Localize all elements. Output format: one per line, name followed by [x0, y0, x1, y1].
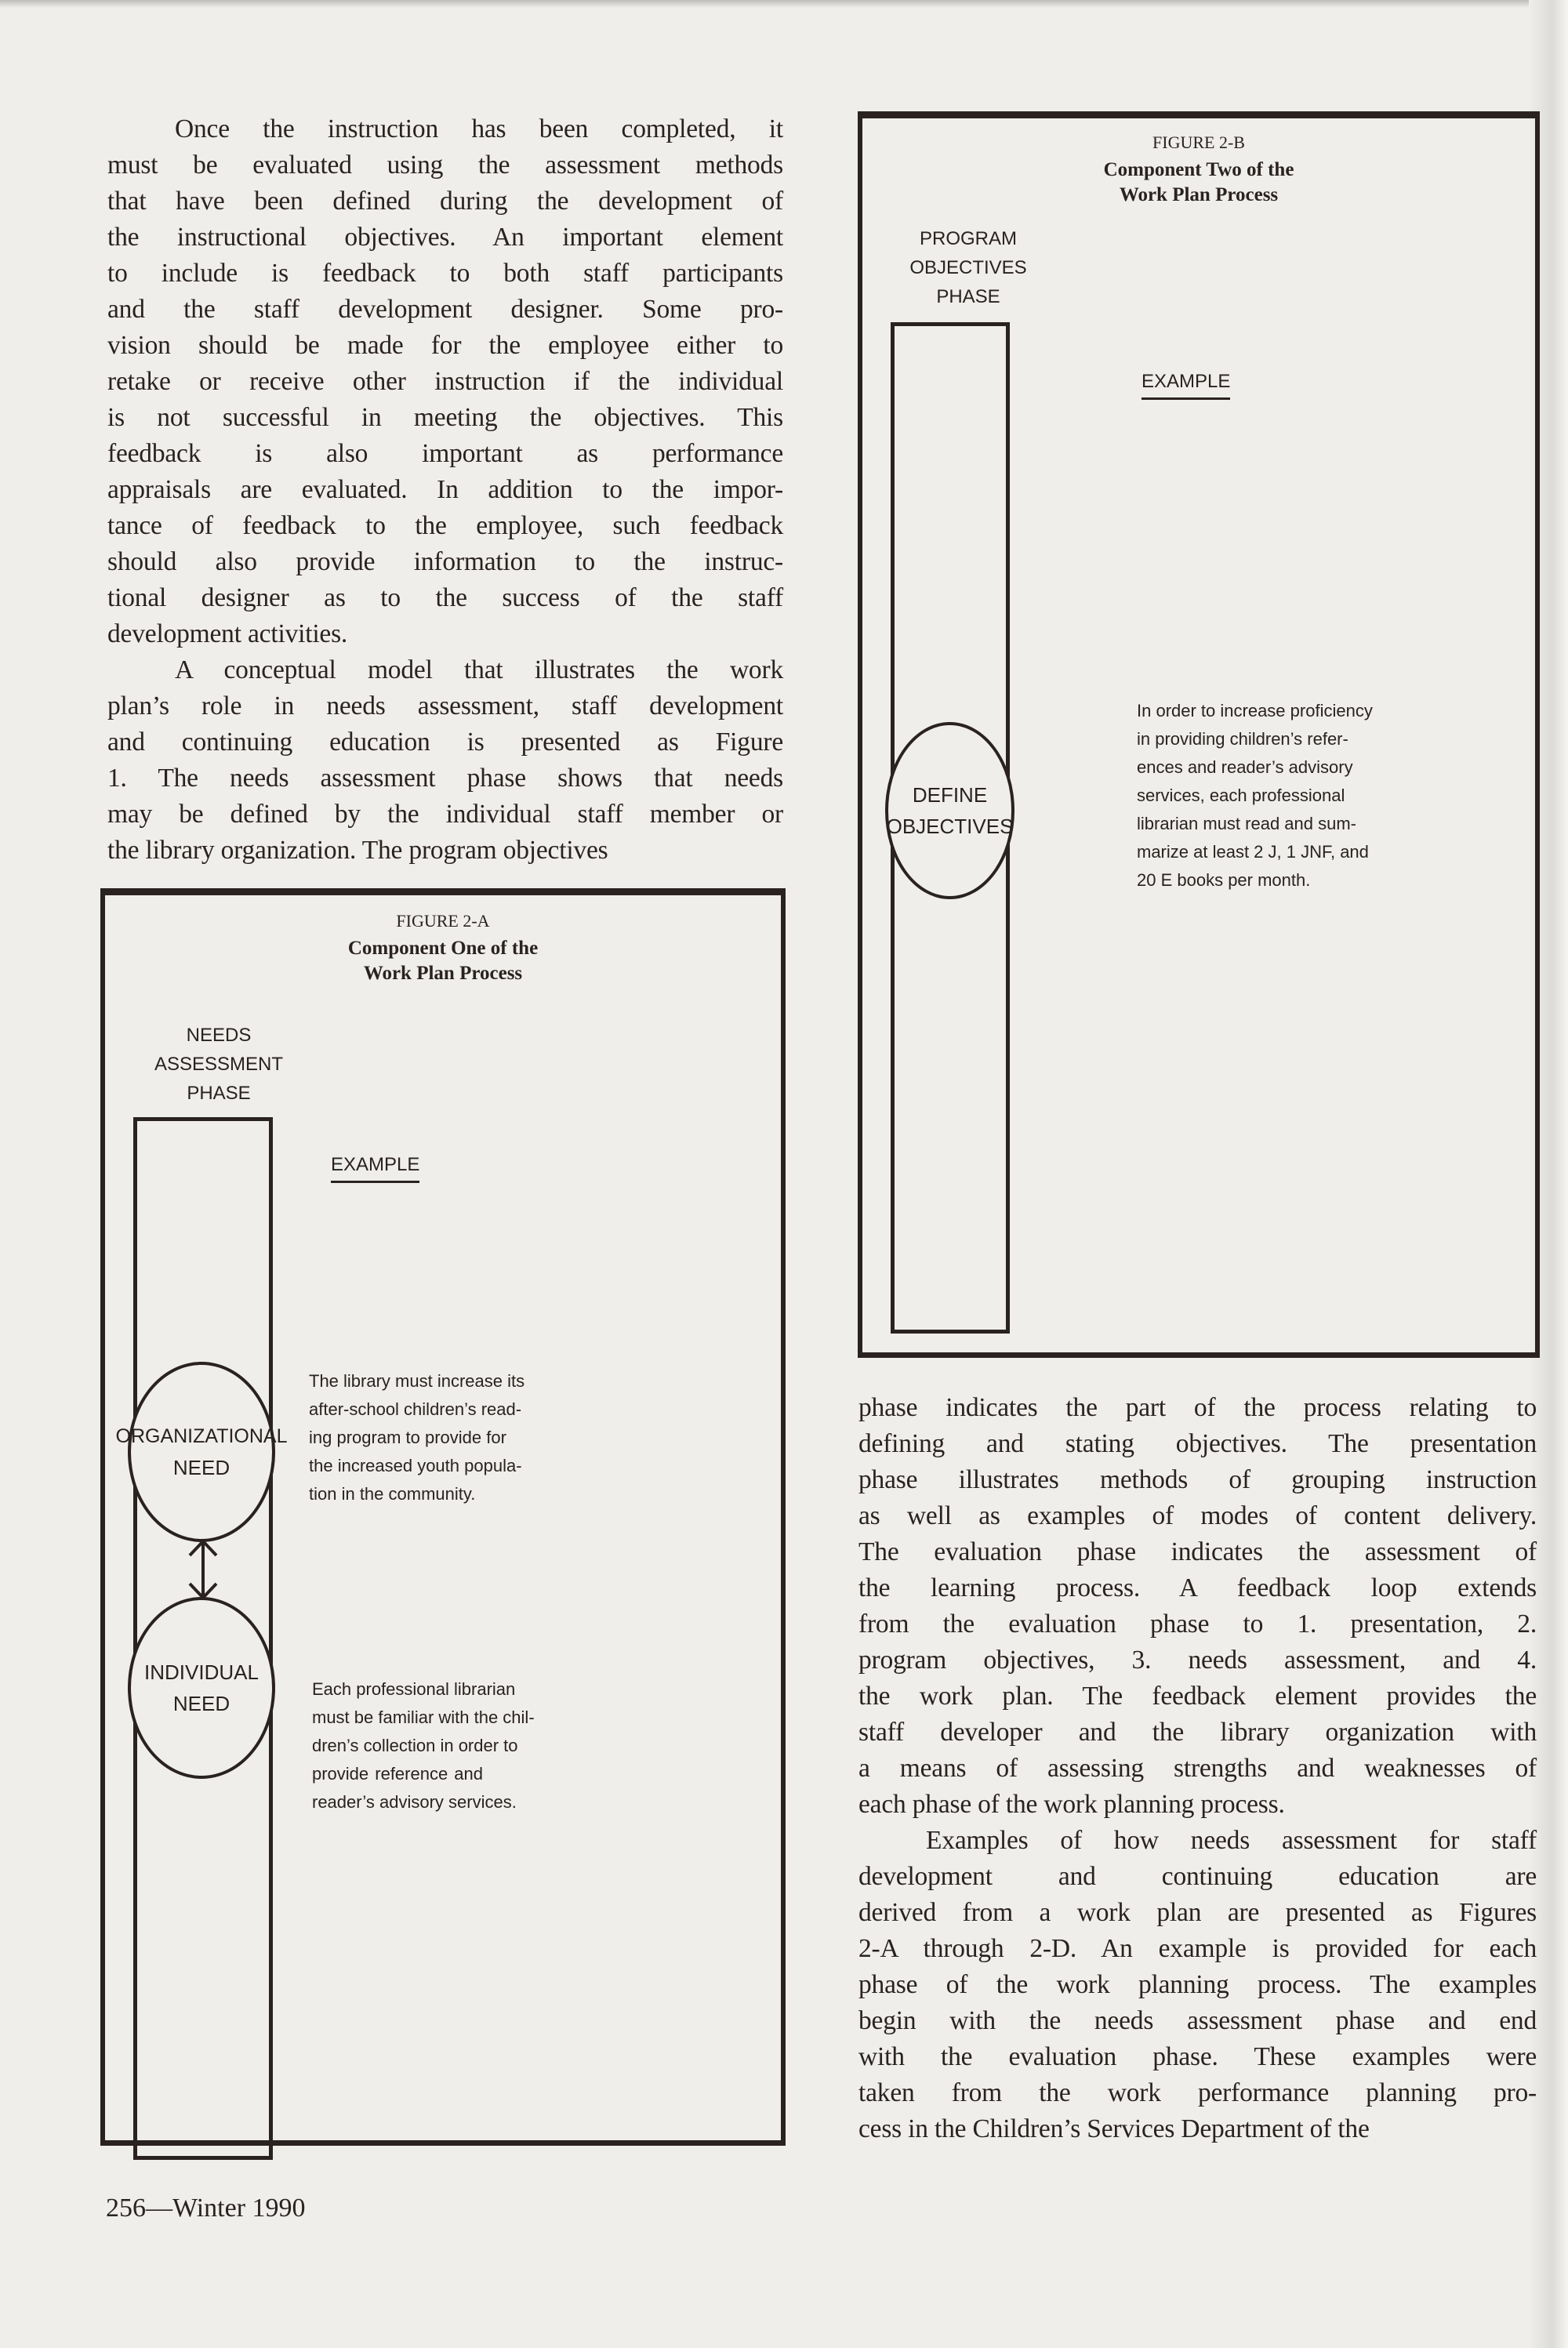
text-line: to include is feedback to both staff participants — [107, 259, 783, 288]
text-line: as well as examples of modes of content delivery. — [858, 1501, 1537, 1530]
text-line: feedback is also important as performance — [107, 439, 783, 468]
example-line: after-school children’s read- — [309, 1399, 522, 1419]
text-line: phase of the work planning process. The examples — [858, 1970, 1537, 1999]
text-line: vision should be made for the employee either to — [107, 331, 783, 360]
figure-2a — [100, 888, 786, 2146]
program-objectives-phase-label — [886, 224, 1051, 311]
figure-2a-title-line2: Work Plan Process — [363, 963, 523, 984]
text-line: tional designer as to the success of the staff — [107, 583, 783, 612]
paragraph — [107, 652, 783, 869]
phase-label-line: OBJECTIVES — [909, 257, 1027, 278]
text-line: each phase of the work planning process. — [858, 1790, 1285, 1819]
page-top-edge — [0, 0, 1568, 8]
organizational-need-circle — [115, 1362, 288, 1542]
phase-label-line: PROGRAM — [919, 228, 1017, 249]
circle-label-line: DEFINE — [912, 783, 988, 807]
paragraph — [858, 1390, 1537, 1823]
text-line: Once the instruction has been completed, it — [175, 114, 783, 143]
text-line: cess in the Children’s Services Department of the — [858, 2114, 1370, 2143]
text-line: phase indicates the part of the process relating to — [858, 1393, 1537, 1422]
example-line: provide reference and — [312, 1764, 483, 1784]
text-line: 2-A through 2-D. An example is provided for each — [858, 1934, 1537, 1963]
figure-2a-title-line1: Component One of the — [347, 938, 539, 959]
example-line: tion in the community. — [309, 1484, 476, 1504]
text-line: taken from the work performance planning pro- — [858, 2078, 1537, 2107]
text-line: 1. The needs assessment phase shows that needs — [107, 764, 783, 793]
figure-2b-title-line2: Work Plan Process — [1119, 184, 1279, 205]
text-line: plan’s role in needs assessment, staff development — [107, 691, 783, 720]
phase-label-line: PHASE — [187, 1083, 251, 1104]
text-line: that have been defined during the development of — [107, 187, 783, 216]
text-line: the instructional objectives. An important element — [107, 223, 783, 252]
figure-2b — [858, 111, 1540, 1358]
example-line: ing program to provide for — [309, 1428, 506, 1447]
left-column-text — [107, 111, 783, 869]
example-line: ences and reader’s advisory — [1137, 757, 1353, 777]
text-line: development and continuing education are — [858, 1862, 1537, 1891]
circle-label-line: NEED — [172, 1692, 230, 1715]
example-line: In order to increase proficiency — [1137, 701, 1373, 720]
page-footer: 256—Winter 1990 — [106, 2194, 306, 2223]
double-arrow-icon — [176, 1538, 230, 1601]
figure-2b-number: FIGURE 2-B — [1152, 132, 1245, 152]
text-line: begin with the needs assessment phase and end — [858, 2006, 1537, 2035]
text-line: the library organization. The program objectives — [107, 836, 608, 865]
example-line: must be familiar with the chil- — [312, 1707, 535, 1727]
text-line: should also provide information to the instruc- — [107, 547, 783, 576]
organizational-need-example — [309, 1367, 525, 1508]
circle-label-line: NEED — [172, 1456, 230, 1479]
figure-2b-title-line1: Component Two of the — [1103, 159, 1294, 180]
individual-need-example — [312, 1675, 535, 1816]
figure-2b-title — [862, 158, 1535, 208]
text-line: tance of feedback to the employee, such feedback — [107, 511, 783, 540]
phase-label-line: NEEDS — [186, 1025, 252, 1046]
example-line: services, each professional — [1137, 786, 1345, 805]
right-column-text — [858, 1390, 1537, 2147]
example-line: in providing children’s refer- — [1137, 729, 1348, 749]
example-line: 20 E books per month. — [1137, 870, 1311, 890]
figure-2a-title — [105, 936, 781, 986]
text-line: is not successful in meeting the objectives. This — [107, 403, 783, 432]
text-line: a means of assessing strengths and weaknesses of — [858, 1754, 1537, 1783]
text-line: derived from a work plan are presented as Figures — [858, 1898, 1537, 1927]
text-line: phase illustrates methods of grouping instruction — [858, 1465, 1537, 1494]
text-line: development activities. — [107, 619, 348, 648]
text-line: must be evaluated using the assessment methods — [107, 151, 783, 180]
individual-need-circle — [128, 1597, 275, 1779]
text-line: and the staff development designer. Some pro- — [107, 295, 783, 324]
example-line: reader’s advisory services. — [312, 1792, 517, 1812]
example-line: dren’s collection in order to — [312, 1736, 518, 1755]
text-line: defining and stating objectives. The presentation — [858, 1429, 1537, 1458]
phase-label-line: ASSESSMENT — [154, 1054, 284, 1075]
text-line: program objectives, 3. needs assessment, and 4. — [858, 1646, 1537, 1675]
text-line: may be defined by the individual staff member or — [107, 800, 783, 829]
define-objectives-circle — [885, 722, 1014, 899]
example-line: marize at least 2 J, 1 JNF, and — [1137, 842, 1369, 862]
text-line: with the evaluation phase. These examples were — [858, 2042, 1537, 2071]
figure-2a-example-heading: EXAMPLE — [331, 1154, 419, 1183]
text-line: the work plan. The feedback element provides the — [858, 1682, 1537, 1711]
text-line: appraisals are evaluated. In addition to the impor- — [107, 475, 783, 504]
text-line: and continuing education is presented as Figure — [107, 728, 783, 757]
text-line: from the evaluation phase to 1. presentation, 2. — [858, 1609, 1537, 1639]
text-line: Examples of how needs assessment for staff — [926, 1826, 1537, 1855]
figure-2a-number: FIGURE 2-A — [396, 911, 490, 931]
text-line: A conceptual model that illustrates the work — [175, 655, 783, 684]
example-line: The library must increase its — [309, 1371, 525, 1391]
circle-label-line: OBJECTIVES — [886, 815, 1014, 838]
example-line: the increased youth popula- — [309, 1456, 522, 1475]
define-objectives-example — [1137, 697, 1373, 895]
example-line: librarian must read and sum- — [1137, 814, 1357, 833]
paragraph — [107, 111, 783, 652]
phase-label-line: PHASE — [936, 286, 1000, 307]
circle-label-line: INDIVIDUAL — [144, 1660, 259, 1684]
circle-label-line: ORGANIZATIONAL — [115, 1425, 288, 1447]
example-line: Each professional librarian — [312, 1679, 516, 1699]
needs-assessment-phase-label — [129, 1021, 309, 1108]
figure-2b-example-heading: EXAMPLE — [1142, 371, 1230, 400]
paragraph — [858, 1823, 1537, 2147]
text-line: staff developer and the library organization with — [858, 1718, 1537, 1747]
text-line: retake or receive other instruction if the individual — [107, 367, 783, 396]
text-line: The evaluation phase indicates the assessment of — [858, 1537, 1537, 1566]
text-line: the learning process. A feedback loop extends — [858, 1573, 1537, 1602]
